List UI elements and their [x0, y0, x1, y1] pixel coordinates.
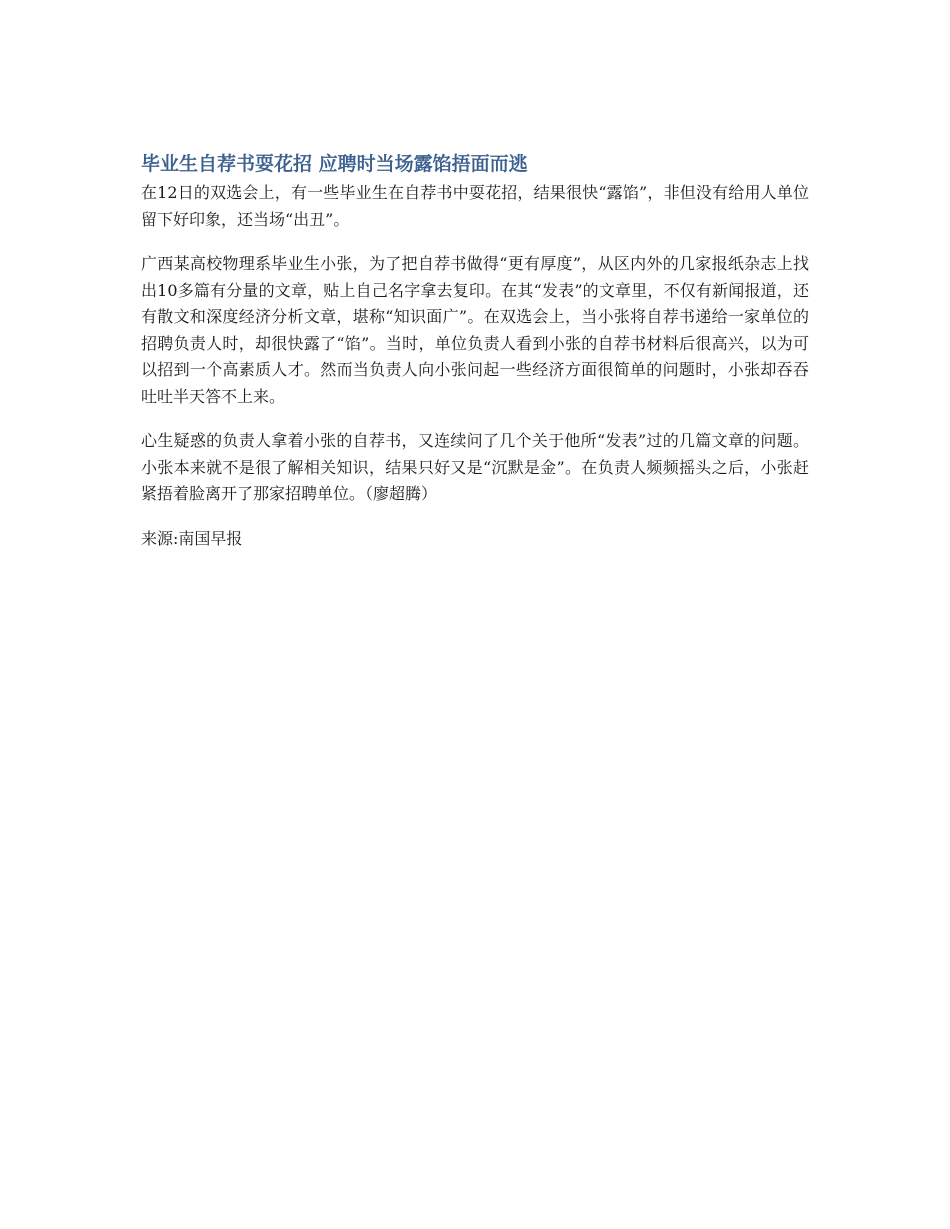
article-paragraph-2: 广西某高校物理系毕业生小张，为了把自荐书做得“更有厚度”，从区内外的几家报纸杂志上找出10多篇有分量的文章，贴上自己名字拿去复印。在其“发表”的文章里，不仅有新闻报道，还有散文和深度经济分析文章，堪称“知识面广”。在双选会上，当小张将自荐书递给一家单位的招聘负责人时，却很快露了“馅”。当时，单位负责人看到小张的自荐书材料后很高兴，以为可以招到一个高素质人才。然而当负责人向小张问起一些经济方面很简单的问题时，小张却吞吞吐吐半天答不上来。 — [141, 254, 809, 406]
article-paragraph-1: 在12日的双选会上，有一些毕业生在自荐书中耍花招，结果很快“露馅”，非但没有给用人单位留下好印象，还当场“出丑”。 — [141, 183, 809, 229]
article-paragraph-3: 心生疑惑的负责人拿着小张的自荐书，又连续问了几个关于他所“发表”过的几篇文章的问题。小张本来就不是很了解相关知识，结果只好又是“沉默是金”。在负责人频频摇头之后，小张赶紧捂着脸离开了那家招聘单位。（廖超腾） — [141, 431, 809, 503]
article-title: 毕业生自荐书耍花招 应聘时当场露馅捂面而逃 — [141, 153, 528, 175]
article — [141, 150, 809, 552]
article-source: 来源:南国早报 — [141, 528, 243, 548]
